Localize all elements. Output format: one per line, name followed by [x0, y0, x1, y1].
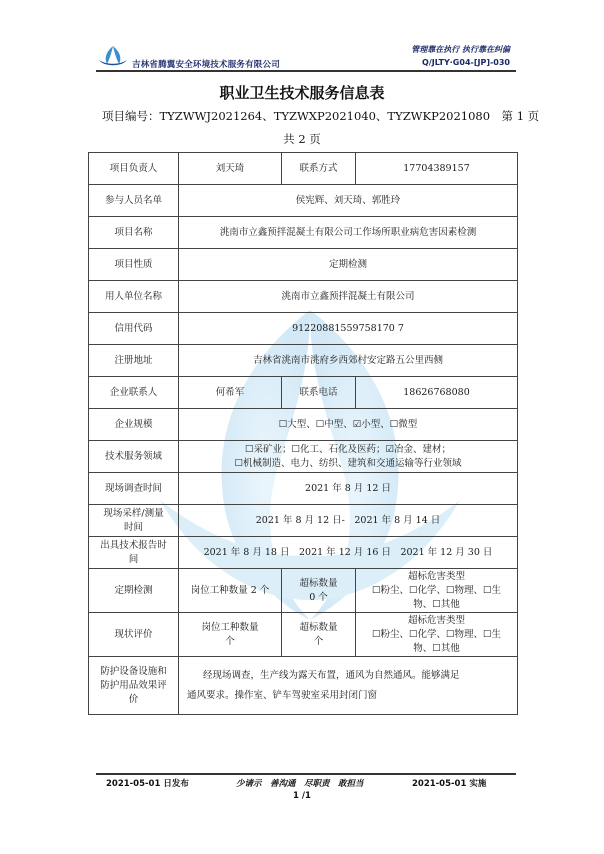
- survey-time-label: 现场调查时间: [89, 473, 179, 505]
- scale-label: 企业规模: [89, 409, 179, 441]
- periodic-hazard-title: 超标危害类型: [407, 570, 465, 582]
- company-contact-label: 企业联系人: [89, 377, 179, 409]
- table-row: [89, 377, 518, 409]
- table-row: [89, 185, 518, 217]
- protect-label-line1: 防护设备设施和: [100, 665, 167, 677]
- header-slogan: 管理靠在执行 执行靠在纠偏: [411, 45, 510, 54]
- periodic-label: 定期检测: [89, 569, 179, 613]
- project-name-value: 洮南市立鑫预拌混凝土有限公司工作场所职业病危害因素检测: [179, 217, 518, 249]
- footer-motto: 少请示 善沟通 尽职责 敢担当: [236, 779, 364, 789]
- periodic-exceed-line1: 超标数量: [299, 577, 338, 589]
- report-time-label-line1: 出具技术报告时: [100, 539, 167, 551]
- table-row: [89, 345, 518, 377]
- report-time-label: [89, 537, 179, 569]
- contact-label: 联系方式: [282, 153, 356, 185]
- footer-effective: 2021-05-01 实施: [412, 779, 487, 789]
- protect-label-line2: 防护用品效果评: [100, 679, 167, 691]
- leader-label: 项目负责人: [89, 153, 179, 185]
- header-rule: [96, 70, 516, 72]
- footer-rule: [96, 773, 516, 775]
- credit-code-value: 91220881559758170 7: [179, 313, 518, 345]
- periodic-exceed: [282, 569, 356, 613]
- report-time-value: 2021 年 8 月 18 日 2021 年 12 月 16 日 2021 年 12 月 30 日: [179, 537, 518, 569]
- table-row: [89, 441, 518, 473]
- table-row: [89, 657, 518, 715]
- footer-issued: 2021-05-01 日发布: [106, 779, 189, 789]
- info-table: [88, 152, 518, 715]
- sampling-time-value: 2021 年 8 月 12 日- 2021 年 8 月 14 日: [179, 505, 518, 537]
- table-row: [89, 613, 518, 657]
- address-value: 吉林省洮南市洮府乡西郊村安定路五公里西侧: [179, 345, 518, 377]
- project-type-label: 项目性质: [89, 249, 179, 281]
- address-label: 注册地址: [89, 345, 179, 377]
- periodic-hazard: [356, 569, 518, 613]
- employer-value: 洮南市立鑫预拌混凝土有限公司: [179, 281, 518, 313]
- status-exceed: [282, 613, 356, 657]
- phone-label: 联系电话: [282, 377, 356, 409]
- periodic-exceed-line2: 0 个: [309, 591, 328, 603]
- protect-value-line2: 通风要求。操作室、铲车驾驶室采用封闭门窗: [187, 689, 378, 701]
- document-code: Q/JLTY·G04-[JP]-030: [422, 58, 510, 67]
- table-row: [89, 153, 518, 185]
- status-hazard-title: 超标危害类型: [407, 614, 465, 626]
- leader-value: 刘天琦: [179, 153, 282, 185]
- protect-value: [179, 657, 518, 715]
- status-hazard-line2: 物、☐其他: [413, 642, 460, 654]
- status-exceed-line2: 个: [313, 635, 324, 647]
- company-name: 吉林省腾翼安全环境技术服务有限公司: [132, 60, 280, 70]
- contact-value: 17704389157: [356, 153, 518, 185]
- table-row: [89, 249, 518, 281]
- table-row: [89, 313, 518, 345]
- protect-label: [89, 657, 179, 715]
- participants-value: 侯宪辉、刘天琦、郭胜玲: [179, 185, 518, 217]
- table-row: [89, 505, 518, 537]
- sampling-time-label-line2: 时间: [123, 521, 143, 533]
- table-row: [89, 569, 518, 613]
- status-exceed-line1: 超标数量: [299, 621, 338, 633]
- company-contact-value: 何希军: [179, 377, 282, 409]
- status-positions-line1: 岗位工种数量: [201, 621, 259, 633]
- service-field-label: 技术服务领域: [89, 441, 179, 473]
- status-hazard-line1: ☐粉尘、☐化学、☐物理、☐生: [371, 628, 502, 640]
- survey-time-value: 2021 年 8 月 12 日: [179, 473, 518, 505]
- table-row: [89, 409, 518, 441]
- employer-label: 用人单位名称: [89, 281, 179, 313]
- status-label: 现状评价: [89, 613, 179, 657]
- status-positions-line2: 个: [225, 635, 235, 647]
- phone-value: 18626768080: [356, 377, 518, 409]
- service-field-line1: ☐采矿业；☐化工、石化及医药；☑冶金、建材；: [244, 443, 452, 455]
- protect-value-line1: 经现场调查，生产线为露天布置，通风为自然通风。能够满足: [203, 669, 460, 681]
- service-field-line2: ☐机械制造、电力、纺织、建筑和交通运输等行业领域: [234, 457, 462, 469]
- sampling-time-label-line1: 现场采样/测量: [103, 507, 164, 519]
- service-field-value: [179, 441, 518, 473]
- participants-label: 参与人员名单: [89, 185, 179, 217]
- status-hazard: [356, 613, 518, 657]
- report-time-label-line2: 间: [128, 553, 139, 565]
- project-number-line2: 共 2 页: [283, 132, 321, 146]
- credit-code-label: 信用代码: [89, 313, 179, 345]
- table-row: [89, 281, 518, 313]
- project-number-line1: 项目编号：TYZWWJ2021264、TYZWXP2021040、TYZWKP2021080 第 1 页: [102, 109, 540, 123]
- project-name-label: 项目名称: [89, 217, 179, 249]
- page-number: 1 /1: [293, 791, 311, 801]
- scale-value: ☐大型、☐中型、☑小型、☐微型: [179, 409, 518, 441]
- periodic-hazard-line1: ☐粉尘、☐化学、☐物理、☐生: [371, 584, 502, 596]
- page-title: 职业卫生技术服务信息表: [219, 84, 385, 102]
- periodic-positions: 岗位工种数量 2 个: [179, 569, 282, 613]
- table-row: [89, 473, 518, 505]
- company-logo-icon: [98, 44, 128, 68]
- table-row: [89, 537, 518, 569]
- table-row: [89, 217, 518, 249]
- status-positions: [179, 613, 282, 657]
- protect-label-line3: 价: [128, 693, 139, 705]
- periodic-hazard-line2: 物、☐其他: [413, 598, 460, 610]
- project-type-value: 定期检测: [179, 249, 518, 281]
- sampling-time-label: [89, 505, 179, 537]
